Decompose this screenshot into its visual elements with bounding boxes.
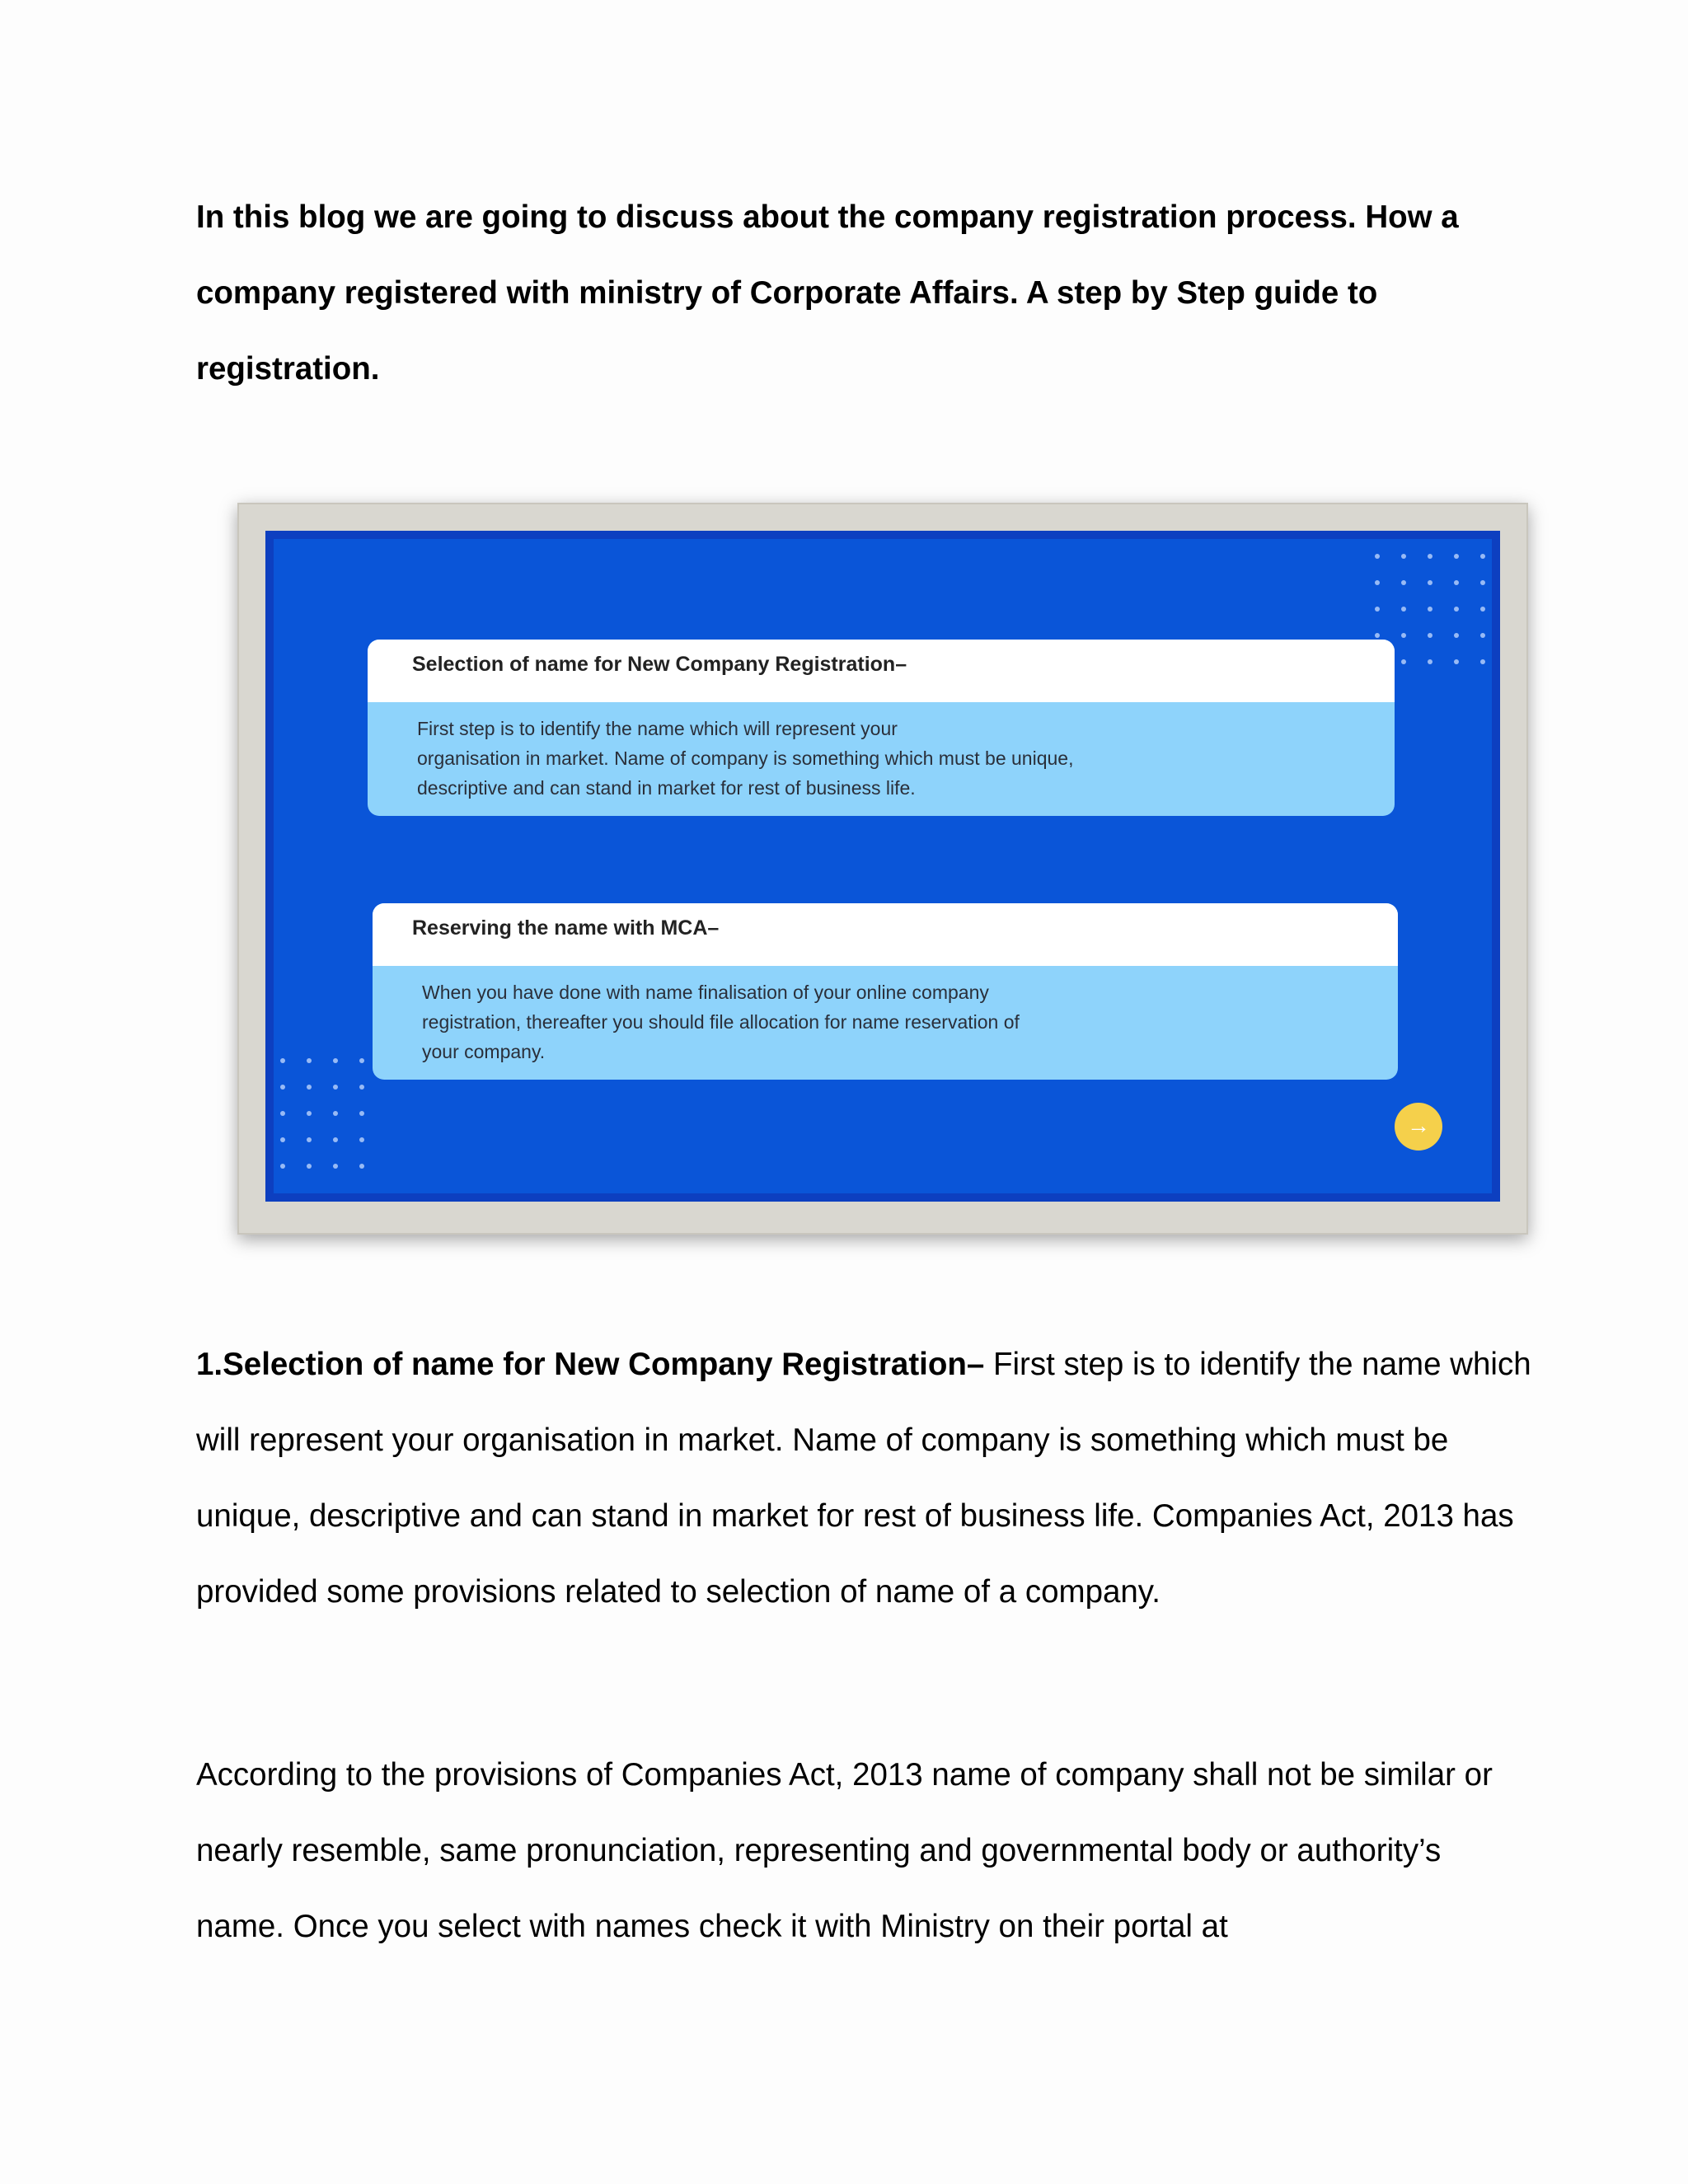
step-card-title: Selection of name for New Company Registration–: [368, 640, 1395, 702]
step-card-title: Reserving the name with MCA–: [373, 903, 1398, 966]
arrow-right-icon[interactable]: →: [1395, 1103, 1442, 1151]
decorative-dots-bottom-left: [280, 1058, 364, 1169]
slide-image-frame: [237, 503, 1528, 1235]
step-card-body: First step is to identify the name which will represent your organisation in market. Name of company is something which must be unique, descriptive and can stand in market for rest of business life.: [417, 718, 1074, 799]
step-card-body: When you have done with name finalisation of your online company registration, thereafter you should file allocation for name reservation of your company.: [422, 982, 1020, 1062]
section-1-paragraph: [196, 1327, 1531, 1630]
paragraph-2: According to the provisions of Companies Act, 2013 name of company shall not be similar or nearly resemble, same pronunciation, representing and governmental body or authority’s name. Once you select with names check it with Ministry on their portal at: [196, 1757, 1493, 1944]
intro-heading: In this blog we are going to discuss about the company registration process. How a company registered with ministry of Corporate Affairs. A step by Step guide to registration.: [196, 199, 1459, 387]
step-card-name-reservation: [373, 903, 1398, 1080]
section-1-text: First step is to identify the name which will represent your organisation in market. Name of company is something which must be unique, descriptive and can stand in market for rest of business life. Companies Act, 2013 has provided some provisions related to selection of name of a company.: [196, 1347, 1531, 1610]
slide: [265, 531, 1500, 1202]
step-card-name-selection: [368, 640, 1395, 816]
section-1-heading: 1.Selection of name for New Company Registration–: [196, 1347, 985, 1382]
